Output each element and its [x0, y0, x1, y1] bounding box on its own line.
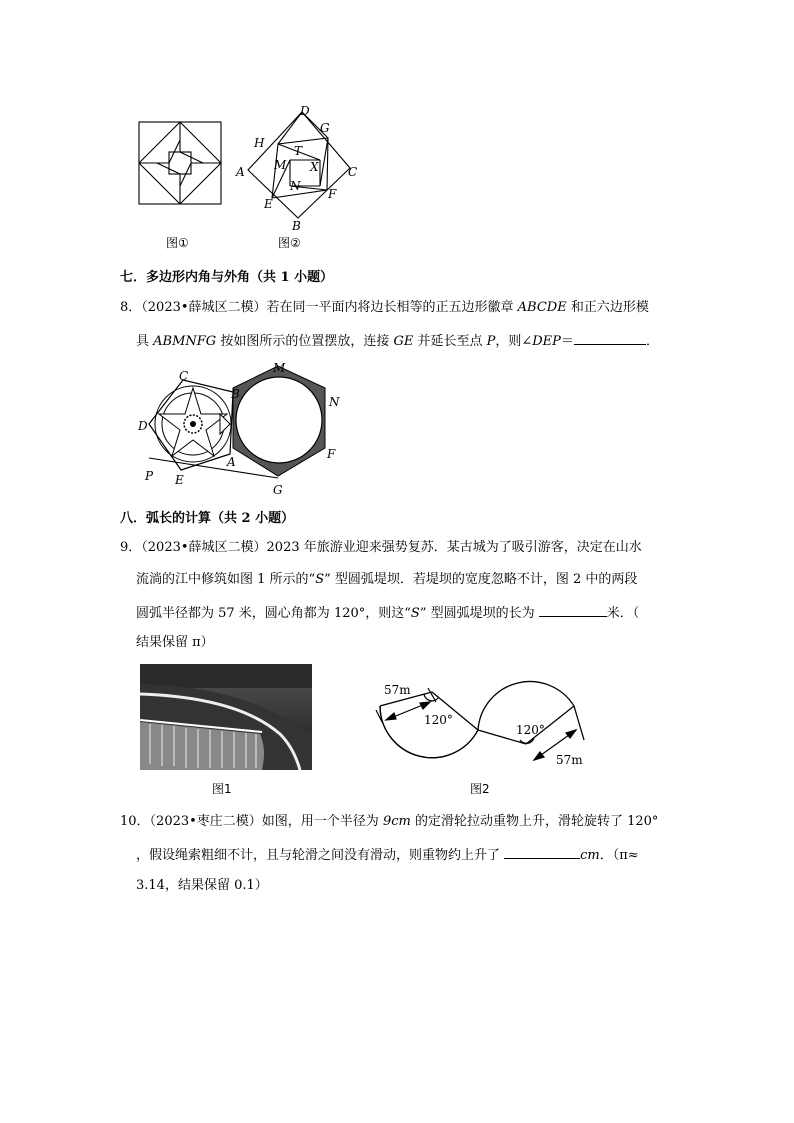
label-T: T: [294, 144, 303, 158]
q9-photo: [140, 664, 312, 770]
label-N: N: [290, 179, 301, 193]
label-A: A: [236, 165, 245, 179]
q9-line1: 9．（2023•薛城区二模）2023 年旅游业迎来强势复苏．某古城为了吸引游客，决定在山水: [120, 540, 642, 555]
section-8-title: 八．弧长的计算（共 2 小题）: [120, 511, 295, 526]
q9-line4: 结果保留 π）: [136, 635, 214, 650]
label-H: H: [254, 136, 265, 150]
q10-line1: 10．（2023•枣庄二模）如图，用一个半径为 9cm 的定滑轮拉动重物上升，滑轮旋转了 120°: [120, 814, 659, 829]
q10-line3: 3.14，结果保留 0.1）: [136, 878, 268, 893]
q9-fig2-ang1: 120°: [424, 713, 453, 727]
q8-label-D: D: [138, 419, 148, 433]
q9-fig1-caption: 图1: [212, 782, 232, 796]
q9-answer-blank: [539, 602, 607, 617]
q8-label-F: F: [327, 447, 336, 461]
label-F: F: [328, 187, 337, 201]
q9-fig2-len1: 57m: [384, 683, 411, 697]
label-B: B: [292, 219, 301, 233]
q8-label-A: A: [227, 455, 236, 469]
q9-line3: 圆弧半径都为 57 米，圆心角都为 120°，则这“S” 型圆弧堤坝的长为 米．（: [136, 602, 639, 624]
label-E: E: [264, 197, 273, 211]
q8-line2: 具 ABMNFG 按如图所示的位置摆放，连接 GE 并延长至点 P，则∠DEP＝ ．: [136, 330, 659, 352]
q8-label-M: M: [273, 361, 286, 375]
figure-1-caption: 图①: [166, 236, 189, 250]
label-G: G: [320, 121, 330, 135]
q10-line2: ，假设绳索粗细不计，且与轮滑之间没有滑动，则重物约上升了 cm．（π≈: [136, 844, 639, 866]
figure-1: [135, 118, 227, 210]
figure-2-caption: 图②: [278, 236, 301, 250]
label-D: D: [300, 104, 310, 118]
section-7-title: 七．多边形内角与外角（共 1 小题）: [120, 270, 334, 285]
q8-line1: 8．（2023•薛城区二模）若在同一平面内将边长相等的正五边形徽章 ABCDE 和正六边形模: [120, 300, 649, 315]
q8-label-G: G: [273, 483, 283, 497]
figure-2: [230, 100, 370, 235]
q9-s-curve-figure: [370, 672, 600, 782]
q8-label-C: C: [179, 369, 189, 383]
label-C: C: [348, 165, 358, 179]
q9-fig2-caption: 图2: [470, 782, 490, 796]
q8-label-P: P: [145, 469, 154, 483]
label-X: X: [310, 160, 319, 174]
label-M: M: [274, 158, 287, 172]
q8-label-E: E: [175, 473, 184, 487]
q8-answer-blank: [574, 330, 646, 345]
q9-line2: 流淌的江中修筑如图 1 所示的“S” 型圆弧堤坝．若堤坝的宽度忽略不计，图 2 中的两段: [136, 572, 638, 587]
q8-figure: [135, 358, 355, 500]
q9-fig2-len2: 57m: [556, 753, 583, 767]
q8-label-B: B: [231, 387, 240, 401]
q9-fig2-ang2: 120°: [516, 723, 545, 737]
q10-answer-blank: [504, 844, 580, 859]
q8-label-N: N: [329, 395, 340, 409]
